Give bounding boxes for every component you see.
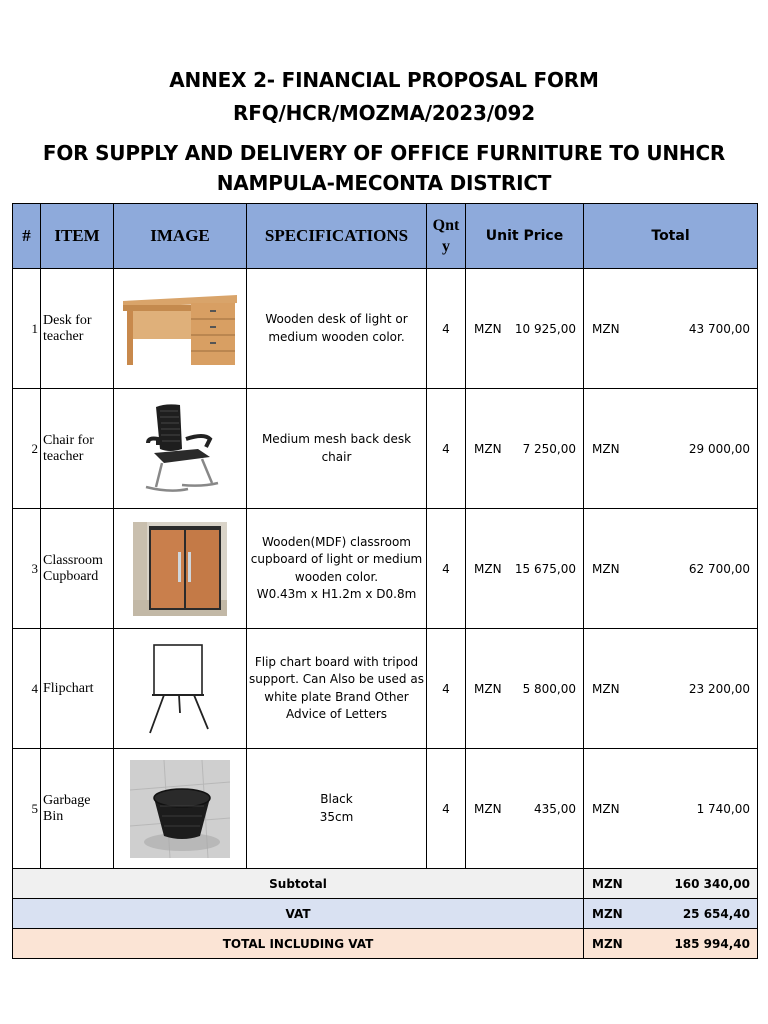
spec-line: support. Can Also be used as — [249, 672, 424, 686]
header-quantity — [427, 204, 466, 269]
subtotal-row — [13, 869, 758, 899]
district-name: NAMPULA-MECONTA DISTRICT — [216, 171, 552, 195]
item-name-line1: Flipchart — [43, 680, 94, 696]
total-cell — [584, 509, 758, 629]
total-including-vat-value-cell — [584, 929, 758, 959]
vat-value-cell — [584, 899, 758, 929]
header-item: ITEM — [41, 204, 114, 269]
total-including-vat-amount: 185 994,40 — [674, 936, 750, 951]
table-row — [13, 389, 758, 509]
line-total: 23 200,00 — [688, 681, 750, 696]
item-name-line1: Chair for — [43, 432, 94, 448]
item-name — [41, 509, 114, 629]
subtotal-amount: 160 340,00 — [674, 876, 750, 891]
item-specifications — [247, 509, 427, 629]
vat-label: VAT — [13, 899, 584, 929]
item-quantity: 4 — [427, 629, 466, 749]
form-title: ANNEX 2- FINANCIAL PROPOSAL FORM — [169, 68, 599, 92]
row-number: 1 — [13, 269, 41, 389]
currency: MZN — [592, 906, 623, 921]
currency: MZN — [474, 801, 502, 816]
currency: MZN — [592, 441, 620, 456]
item-image — [114, 509, 247, 629]
currency: MZN — [592, 876, 623, 891]
garbage-bin-icon — [130, 760, 230, 858]
currency: MZN — [592, 936, 623, 951]
vat-row — [13, 899, 758, 929]
total-cell — [584, 389, 758, 509]
unit-price: 10 925,00 — [514, 321, 576, 336]
item-name-line2: Cupboard — [43, 568, 99, 584]
financial-proposal-table — [12, 203, 758, 959]
currency: MZN — [592, 801, 620, 816]
item-name-line2: teacher — [43, 328, 84, 344]
table-row — [13, 749, 758, 869]
spec-line: 35cm — [319, 809, 354, 824]
header-image: IMAGE — [114, 204, 247, 269]
spec-line: Medium mesh back desk chair — [261, 432, 412, 464]
unit-price: 15 675,00 — [514, 561, 576, 576]
item-name — [41, 389, 114, 509]
line-total: 29 000,00 — [688, 441, 750, 456]
unit-price-cell — [466, 269, 584, 389]
total-including-vat-label: TOTAL INCLUDING VAT — [13, 929, 584, 959]
unit-price: 7 250,00 — [522, 441, 576, 456]
vat-amount: 25 654,40 — [682, 906, 750, 921]
header-specifications: SPECIFICATIONS — [247, 204, 427, 269]
spec-line: Black — [320, 792, 353, 806]
item-quantity: 4 — [427, 389, 466, 509]
spec-line: cupboard of light or medium — [250, 552, 423, 566]
unit-price-cell — [466, 749, 584, 869]
line-total: 43 700,00 — [688, 321, 750, 336]
unit-price-cell — [466, 509, 584, 629]
currency: MZN — [474, 681, 502, 696]
table-row — [13, 509, 758, 629]
item-name-line1: Garbage — [43, 792, 91, 808]
form-subtitle: FOR SUPPLY AND DELIVERY OF OFFICE FURNITURE TO UNHCR — [42, 141, 726, 165]
currency: MZN — [474, 441, 502, 456]
subtotal-value-cell — [584, 869, 758, 899]
total-cell — [584, 269, 758, 389]
item-image — [114, 629, 247, 749]
header-num: # — [13, 204, 41, 269]
desk-icon — [119, 291, 241, 367]
spec-line: Wooden desk of light or — [265, 312, 408, 326]
currency: MZN — [474, 321, 502, 336]
currency: MZN — [474, 561, 502, 576]
item-specifications — [247, 389, 427, 509]
item-quantity: 4 — [427, 749, 466, 869]
unit-price: 435,00 — [534, 801, 576, 816]
currency: MZN — [592, 561, 620, 576]
cupboard-icon — [133, 522, 227, 616]
item-image — [114, 749, 247, 869]
item-specifications — [247, 629, 427, 749]
spec-line: Flip chart board with tripod — [254, 654, 419, 669]
header-unit-price: Unit Price — [466, 204, 584, 269]
row-number: 3 — [13, 509, 41, 629]
subtotal-label: Subtotal — [13, 869, 584, 899]
flipchart-icon — [144, 643, 216, 735]
item-name-line2: Bin — [43, 808, 64, 824]
table-row — [13, 269, 758, 389]
chair-icon — [140, 403, 220, 495]
item-name-line1: Desk for — [43, 312, 92, 328]
currency: MZN — [592, 321, 620, 336]
header-total: Total — [584, 204, 758, 269]
header-quantity-line1: Qnt — [432, 217, 460, 234]
header-quantity-line2: y — [442, 238, 450, 255]
total-cell — [584, 629, 758, 749]
row-number: 4 — [13, 629, 41, 749]
item-name-line1: Classroom — [43, 552, 103, 568]
item-quantity: 4 — [427, 509, 466, 629]
row-number: 2 — [13, 389, 41, 509]
unit-price-cell — [466, 389, 584, 509]
spec-line: Advice of Letters — [285, 707, 388, 721]
spec-line: wooden color. — [294, 569, 379, 584]
table-row — [13, 629, 758, 749]
total-including-vat-row — [13, 929, 758, 959]
spec-line: Wooden(MDF) classroom — [262, 534, 411, 549]
line-total: 1 740,00 — [696, 801, 750, 816]
unit-price-cell — [466, 629, 584, 749]
line-total: 62 700,00 — [688, 561, 750, 576]
item-name-line2: teacher — [43, 448, 84, 464]
item-name — [41, 749, 114, 869]
item-image — [114, 269, 247, 389]
item-name — [41, 629, 114, 749]
table-header-row — [13, 204, 758, 269]
item-specifications — [247, 749, 427, 869]
spec-line: white plate Brand Other — [264, 689, 409, 704]
item-name — [41, 269, 114, 389]
row-number: 5 — [13, 749, 41, 869]
currency: MZN — [592, 681, 620, 696]
total-cell — [584, 749, 758, 869]
spec-line: W0.43m x H1.2m x D0.8m — [256, 587, 417, 601]
rfq-reference: RFQ/HCR/MOZMA/2023/092 — [233, 101, 535, 125]
item-image — [114, 389, 247, 509]
unit-price: 5 800,00 — [522, 681, 576, 696]
item-specifications — [247, 269, 427, 389]
item-quantity: 4 — [427, 269, 466, 389]
spec-line: medium wooden color. — [268, 329, 405, 344]
